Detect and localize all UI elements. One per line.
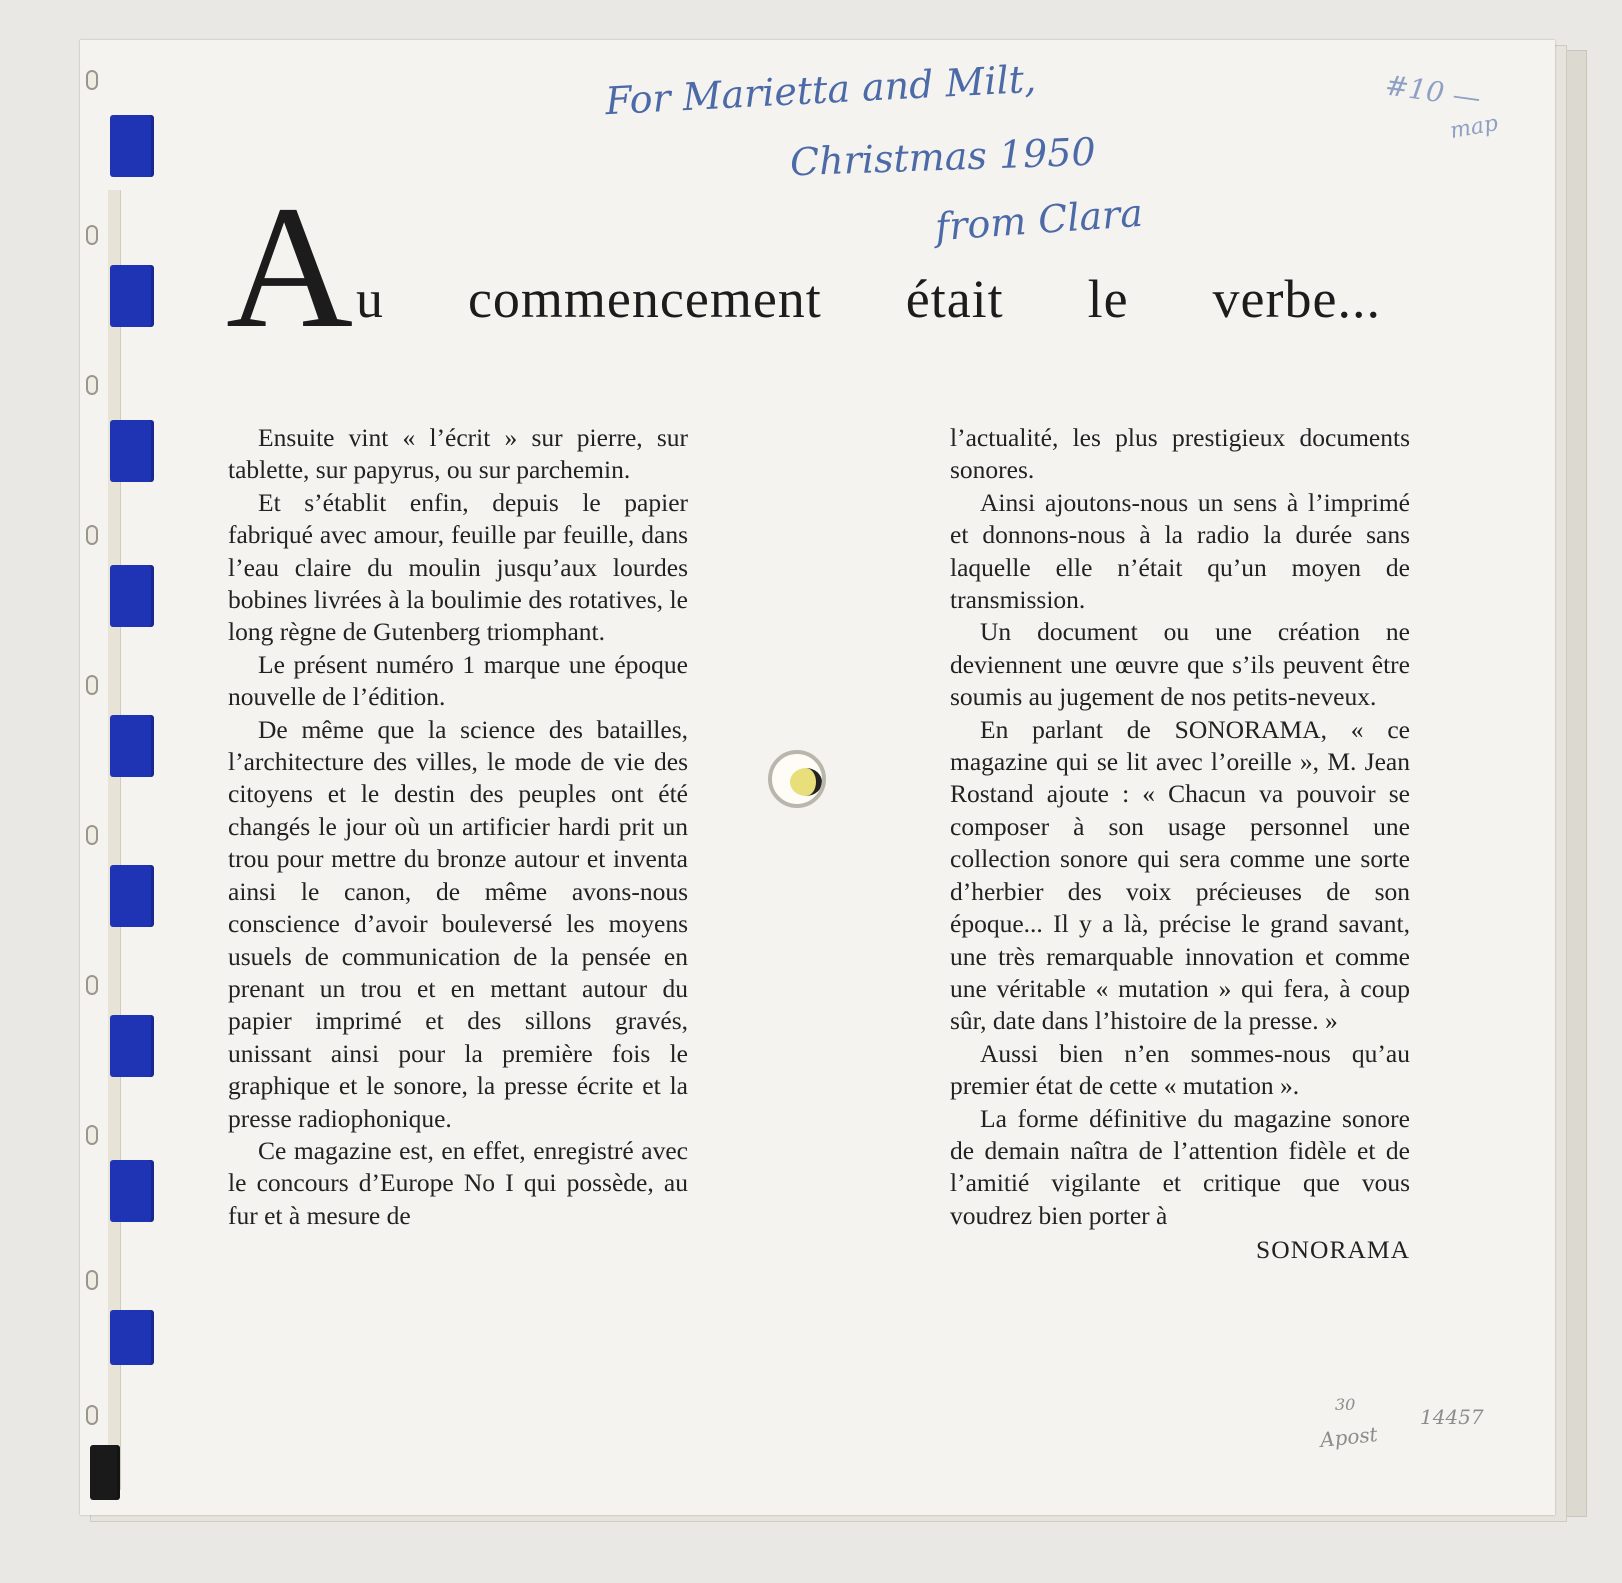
left-text-column xyxy=(228,422,688,1232)
title-drop-cap: A xyxy=(226,170,354,365)
handwritten-dedication-line2: Christmas 1950 xyxy=(789,129,1097,185)
punch-hole xyxy=(86,675,98,695)
binding-ring xyxy=(110,1015,154,1077)
handwritten-corner-note-2: map xyxy=(1448,111,1500,144)
title-word: u xyxy=(356,269,384,329)
magazine-page xyxy=(80,40,1555,1515)
binding-ring xyxy=(110,865,154,927)
binding-ring xyxy=(110,115,154,177)
page-title xyxy=(226,170,1381,365)
paragraph: De même que la science des batailles, l’architecture des villes, le mode de vie des citoyens et le destin des peuples ont été changés le jour où un artificier hardi prit un trou pour mettre du bronze autour et inventa ainsi le canon, de même avons-nous conscience d’avoir bouleversé les moyens usuels de communication de la pensée en prenant un trou et en mettant autour du papier imprimé et des sillons gravés, unissant ainsi pour la première fois le graphique et le sonore, la presse écrite et la presse radiophonique. xyxy=(228,714,688,1133)
paragraph: Le présent numéro 1 marque une époque nouvelle de l’édition. xyxy=(228,649,688,712)
title-words xyxy=(356,268,1381,330)
handwritten-dedication-line3: from Clara xyxy=(933,190,1145,250)
record-center-hole xyxy=(768,750,826,808)
punch-hole xyxy=(86,1125,98,1145)
handwritten-dedication-line1: For Marietta and Milt, xyxy=(604,56,1038,124)
punch-hole xyxy=(86,1270,98,1290)
title-word: le xyxy=(1087,269,1129,329)
pencil-note: 14457 xyxy=(1420,1405,1484,1429)
binding-ring xyxy=(110,715,154,777)
paragraph: Ainsi ajoutons-nous un sens à l’imprimé et donnons-nous à la radio la durée sans laquelle elle n’était qu’un moyen de transmission. xyxy=(950,487,1410,615)
paragraph: En parlant de SONORAMA, « ce magazine qui se lit avec l’oreille », M. Jean Rostand ajoute : « Chacun va pouvoir se composer à son usage personnel une collection sonore qui sera comme une sorte d’herbier des voix précieuses de son époque... Il y a là, précise le grand savant, une très remarquable innovation et comme une véritable « mutation » qui fera, à coup sûr, date dans l’histoire de la presse. » xyxy=(950,714,1410,1036)
binding-ring xyxy=(110,265,154,327)
right-text-column xyxy=(950,422,1410,1267)
handwritten-corner-note: #10 — xyxy=(1383,68,1483,115)
title-word: verbe... xyxy=(1212,269,1381,329)
paragraph: Un document ou une création ne deviennent une œuvre que s’ils peuvent être soumis au jugement de nos petits-neveux. xyxy=(950,617,1410,712)
punch-hole xyxy=(86,70,98,90)
record-label-glimpse xyxy=(790,768,822,796)
signature: SONORAMA xyxy=(1256,1235,1410,1265)
punch-hole xyxy=(86,375,98,395)
paragraph: Et s’établit enfin, depuis le papier fabriqué avec amour, feuille par feuille, dans l’eau claire du moulin jusqu’aux lourdes bobines livrées à la boulimie des rotatives, le long règne de Gutenberg triomphant. xyxy=(228,487,688,647)
binding-ring xyxy=(110,420,154,482)
binding-ring xyxy=(110,1160,154,1222)
paragraph: Ce magazine est, en effet, enregistré avec le concours d’Europe No I qui possède, au fur et à mesure de xyxy=(228,1135,688,1230)
title-word: était xyxy=(905,269,1004,329)
paragraph: l’actualité, les plus prestigieux documents sonores. xyxy=(950,423,1410,485)
title-word: commencement xyxy=(467,269,822,329)
binding-ring xyxy=(110,1310,154,1365)
punch-hole xyxy=(86,1405,98,1425)
binding-ring xyxy=(110,565,154,627)
pencil-note: 30 xyxy=(1335,1395,1356,1414)
punch-hole xyxy=(86,225,98,245)
paragraph: Aussi bien n’en sommes-nous qu’au premier état de cette « mutation ». xyxy=(950,1038,1410,1101)
paragraph: La forme définitive du magazine sonore de demain naîtra de l’attention fidèle et de l’amitié vigilante et critique que vous voudrez bien porter à xyxy=(950,1103,1410,1230)
spine-strip xyxy=(108,190,121,1490)
pencil-note: Apost xyxy=(1318,1422,1379,1452)
punch-hole xyxy=(86,825,98,845)
punch-hole xyxy=(86,525,98,545)
punch-hole xyxy=(86,975,98,995)
paragraph: Ensuite vint « l’écrit » sur pierre, sur tablette, sur papyrus, ou sur parchemin. xyxy=(228,423,688,485)
binding-end-ring xyxy=(90,1445,120,1500)
